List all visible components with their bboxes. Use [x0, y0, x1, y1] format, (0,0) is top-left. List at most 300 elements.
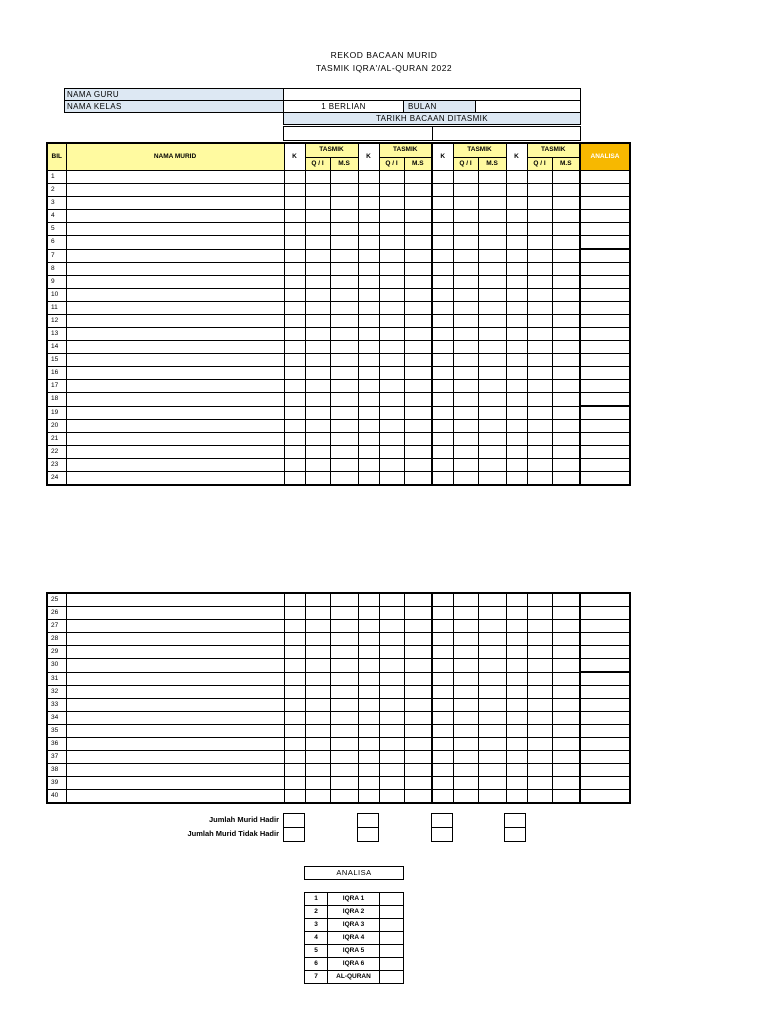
tasmik-cell[interactable]: [358, 777, 379, 790]
tasmik-cell[interactable]: [527, 380, 552, 393]
tasmik-cell[interactable]: [358, 738, 379, 751]
tasmik-cell[interactable]: [305, 672, 330, 686]
tasmik-cell[interactable]: [432, 738, 453, 751]
tasmik-cell[interactable]: [330, 184, 358, 197]
tasmik-cell[interactable]: [506, 712, 527, 725]
nama-murid-cell[interactable]: [66, 210, 284, 223]
tasmik-cell[interactable]: [506, 223, 527, 236]
tasmik-cell[interactable]: [527, 459, 552, 472]
tasmik-cell[interactable]: [284, 738, 305, 751]
tasmik-cell[interactable]: [379, 171, 404, 184]
tasmik-cell[interactable]: [432, 302, 453, 315]
tasmik-cell[interactable]: [358, 276, 379, 289]
tasmik-cell[interactable]: [404, 315, 432, 328]
tasmik-cell[interactable]: [552, 790, 580, 804]
tasmik-cell[interactable]: [506, 197, 527, 210]
nama-murid-cell[interactable]: [66, 672, 284, 686]
analisa-cell[interactable]: [580, 738, 630, 751]
tasmik-cell[interactable]: [379, 341, 404, 354]
tasmik-cell[interactable]: [305, 777, 330, 790]
analisa-cell[interactable]: [580, 236, 630, 250]
tasmik-cell[interactable]: [330, 406, 358, 420]
tasmik-cell[interactable]: [379, 184, 404, 197]
nama-murid-cell[interactable]: [66, 184, 284, 197]
tasmik-cell[interactable]: [432, 380, 453, 393]
tasmik-cell[interactable]: [330, 725, 358, 738]
tasmik-cell[interactable]: [358, 593, 379, 607]
tasmik-cell[interactable]: [305, 790, 330, 804]
tasmik-cell[interactable]: [453, 672, 478, 686]
tasmik-cell[interactable]: [358, 646, 379, 659]
tasmik-cell[interactable]: [379, 764, 404, 777]
nama-murid-cell[interactable]: [66, 790, 284, 804]
hadir-field-1[interactable]: [283, 813, 305, 828]
tasmik-cell[interactable]: [478, 249, 506, 263]
tasmik-cell[interactable]: [404, 302, 432, 315]
tasmik-cell[interactable]: [404, 341, 432, 354]
tasmik-cell[interactable]: [284, 790, 305, 804]
tasmik-cell[interactable]: [506, 738, 527, 751]
tasmik-cell[interactable]: [432, 790, 453, 804]
tasmik-cell[interactable]: [305, 197, 330, 210]
tasmik-cell[interactable]: [379, 672, 404, 686]
tasmik-cell[interactable]: [478, 672, 506, 686]
tasmik-cell[interactable]: [506, 328, 527, 341]
tasmik-cell[interactable]: [284, 328, 305, 341]
tasmik-cell[interactable]: [305, 393, 330, 407]
tasmik-cell[interactable]: [330, 197, 358, 210]
hadir-field-3[interactable]: [431, 813, 453, 828]
tasmik-cell[interactable]: [552, 184, 580, 197]
tasmik-cell[interactable]: [330, 302, 358, 315]
tasmik-cell[interactable]: [552, 686, 580, 699]
tasmik-cell[interactable]: [453, 328, 478, 341]
tasmik-cell[interactable]: [432, 725, 453, 738]
analisa-cell[interactable]: [580, 472, 630, 486]
tasmik-cell[interactable]: [284, 472, 305, 486]
analisa-cell[interactable]: [580, 751, 630, 764]
tasmik-cell[interactable]: [432, 171, 453, 184]
tasmik-cell[interactable]: [453, 620, 478, 633]
tasmik-cell[interactable]: [527, 725, 552, 738]
tasmik-cell[interactable]: [432, 184, 453, 197]
tasmik-cell[interactable]: [404, 328, 432, 341]
tarikh-field-1-2[interactable]: [283, 126, 433, 141]
analisa-cell[interactable]: [580, 302, 630, 315]
tasmik-cell[interactable]: [527, 184, 552, 197]
nama-guru-field[interactable]: [284, 89, 581, 101]
tasmik-cell[interactable]: [305, 686, 330, 699]
tasmik-cell[interactable]: [527, 593, 552, 607]
tasmik-cell[interactable]: [330, 633, 358, 646]
tasmik-cell[interactable]: [330, 236, 358, 250]
analisa-cell[interactable]: [580, 210, 630, 223]
tasmik-cell[interactable]: [527, 659, 552, 673]
tasmik-cell[interactable]: [358, 725, 379, 738]
tasmik-cell[interactable]: [284, 672, 305, 686]
tasmik-cell[interactable]: [506, 751, 527, 764]
tasmik-cell[interactable]: [358, 249, 379, 263]
tasmik-cell[interactable]: [404, 738, 432, 751]
tasmik-cell[interactable]: [330, 751, 358, 764]
tasmik-cell[interactable]: [284, 236, 305, 250]
tasmik-cell[interactable]: [506, 289, 527, 302]
tasmik-cell[interactable]: [284, 263, 305, 276]
tasmik-cell[interactable]: [552, 420, 580, 433]
tasmik-cell[interactable]: [358, 420, 379, 433]
tasmik-cell[interactable]: [478, 433, 506, 446]
tasmik-cell[interactable]: [404, 790, 432, 804]
tasmik-cell[interactable]: [432, 472, 453, 486]
tasmik-cell[interactable]: [453, 764, 478, 777]
tasmik-cell[interactable]: [379, 738, 404, 751]
analisa-cell[interactable]: [580, 341, 630, 354]
tasmik-cell[interactable]: [305, 263, 330, 276]
analisa-cell[interactable]: [580, 263, 630, 276]
tasmik-cell[interactable]: [284, 197, 305, 210]
tasmik-cell[interactable]: [284, 249, 305, 263]
tasmik-cell[interactable]: [552, 341, 580, 354]
tidak-hadir-field-1[interactable]: [283, 827, 305, 842]
tasmik-cell[interactable]: [453, 184, 478, 197]
hadir-field-2[interactable]: [357, 813, 379, 828]
tasmik-cell[interactable]: [379, 725, 404, 738]
nama-murid-cell[interactable]: [66, 459, 284, 472]
tasmik-cell[interactable]: [305, 712, 330, 725]
tasmik-cell[interactable]: [527, 197, 552, 210]
tasmik-cell[interactable]: [404, 289, 432, 302]
tasmik-cell[interactable]: [379, 223, 404, 236]
tasmik-cell[interactable]: [552, 328, 580, 341]
tasmik-cell[interactable]: [330, 790, 358, 804]
tasmik-cell[interactable]: [506, 472, 527, 486]
tasmik-cell[interactable]: [453, 686, 478, 699]
tasmik-cell[interactable]: [478, 393, 506, 407]
tasmik-cell[interactable]: [506, 276, 527, 289]
tasmik-cell[interactable]: [358, 380, 379, 393]
analisa-cell[interactable]: [580, 420, 630, 433]
tasmik-cell[interactable]: [527, 302, 552, 315]
nama-kelas-field[interactable]: 1 BERLIAN: [284, 101, 404, 113]
tasmik-cell[interactable]: [506, 393, 527, 407]
tasmik-cell[interactable]: [432, 620, 453, 633]
tasmik-cell[interactable]: [506, 633, 527, 646]
tasmik-cell[interactable]: [379, 249, 404, 263]
tasmik-cell[interactable]: [478, 289, 506, 302]
tasmik-cell[interactable]: [404, 263, 432, 276]
tasmik-cell[interactable]: [305, 764, 330, 777]
tasmik-cell[interactable]: [330, 171, 358, 184]
tasmik-cell[interactable]: [330, 459, 358, 472]
tasmik-cell[interactable]: [552, 197, 580, 210]
nama-murid-cell[interactable]: [66, 302, 284, 315]
tasmik-cell[interactable]: [305, 302, 330, 315]
tasmik-cell[interactable]: [284, 699, 305, 712]
tasmik-cell[interactable]: [330, 276, 358, 289]
nama-murid-cell[interactable]: [66, 607, 284, 620]
tasmik-cell[interactable]: [527, 315, 552, 328]
tasmik-cell[interactable]: [379, 380, 404, 393]
tasmik-cell[interactable]: [305, 380, 330, 393]
tasmik-cell[interactable]: [305, 420, 330, 433]
tasmik-cell[interactable]: [358, 263, 379, 276]
tasmik-cell[interactable]: [552, 223, 580, 236]
tasmik-cell[interactable]: [453, 712, 478, 725]
tasmik-cell[interactable]: [432, 646, 453, 659]
nama-murid-cell[interactable]: [66, 433, 284, 446]
analisa-cell[interactable]: [580, 433, 630, 446]
tasmik-cell[interactable]: [330, 712, 358, 725]
tasmik-cell[interactable]: [527, 393, 552, 407]
tasmik-cell[interactable]: [506, 302, 527, 315]
nama-murid-cell[interactable]: [66, 712, 284, 725]
tasmik-cell[interactable]: [453, 276, 478, 289]
tasmik-cell[interactable]: [305, 354, 330, 367]
tasmik-cell[interactable]: [506, 593, 527, 607]
tasmik-cell[interactable]: [478, 184, 506, 197]
tasmik-cell[interactable]: [330, 420, 358, 433]
tasmik-cell[interactable]: [506, 184, 527, 197]
analisa-cell[interactable]: [580, 289, 630, 302]
tasmik-cell[interactable]: [330, 699, 358, 712]
nama-murid-cell[interactable]: [66, 699, 284, 712]
tasmik-cell[interactable]: [358, 393, 379, 407]
tasmik-cell[interactable]: [527, 223, 552, 236]
tasmik-cell[interactable]: [506, 446, 527, 459]
tasmik-cell[interactable]: [305, 446, 330, 459]
tasmik-cell[interactable]: [330, 472, 358, 486]
tasmik-cell[interactable]: [453, 210, 478, 223]
analisa-cell[interactable]: [580, 633, 630, 646]
tasmik-cell[interactable]: [478, 367, 506, 380]
tasmik-cell[interactable]: [330, 289, 358, 302]
analisa-cell[interactable]: [580, 712, 630, 725]
tasmik-cell[interactable]: [506, 699, 527, 712]
tasmik-cell[interactable]: [330, 263, 358, 276]
tasmik-cell[interactable]: [305, 276, 330, 289]
tasmik-cell[interactable]: [379, 393, 404, 407]
tasmik-cell[interactable]: [432, 764, 453, 777]
tasmik-cell[interactable]: [358, 184, 379, 197]
analisa-cell[interactable]: [580, 184, 630, 197]
tasmik-cell[interactable]: [478, 699, 506, 712]
tasmik-cell[interactable]: [453, 433, 478, 446]
analisa-cell[interactable]: [580, 459, 630, 472]
tasmik-cell[interactable]: [330, 315, 358, 328]
tasmik-cell[interactable]: [478, 380, 506, 393]
nama-murid-cell[interactable]: [66, 249, 284, 263]
analisa-cell[interactable]: [580, 699, 630, 712]
tasmik-cell[interactable]: [527, 620, 552, 633]
analisa-cell[interactable]: [580, 367, 630, 380]
tasmik-cell[interactable]: [506, 354, 527, 367]
analisa-cell[interactable]: [580, 672, 630, 686]
tasmik-cell[interactable]: [453, 633, 478, 646]
tasmik-cell[interactable]: [305, 659, 330, 673]
tasmik-cell[interactable]: [453, 263, 478, 276]
tasmik-cell[interactable]: [284, 406, 305, 420]
tasmik-cell[interactable]: [284, 393, 305, 407]
analisa-cell[interactable]: [580, 764, 630, 777]
tasmik-cell[interactable]: [330, 393, 358, 407]
tasmik-cell[interactable]: [330, 223, 358, 236]
tasmik-cell[interactable]: [358, 210, 379, 223]
tasmik-cell[interactable]: [527, 276, 552, 289]
tasmik-cell[interactable]: [404, 236, 432, 250]
tasmik-cell[interactable]: [284, 751, 305, 764]
tasmik-cell[interactable]: [506, 646, 527, 659]
tasmik-cell[interactable]: [527, 249, 552, 263]
tasmik-cell[interactable]: [506, 171, 527, 184]
tasmik-cell[interactable]: [358, 459, 379, 472]
tasmik-cell[interactable]: [404, 210, 432, 223]
tasmik-cell[interactable]: [453, 751, 478, 764]
tasmik-cell[interactable]: [478, 633, 506, 646]
tasmik-cell[interactable]: [404, 171, 432, 184]
tasmik-cell[interactable]: [453, 406, 478, 420]
analisa-cell[interactable]: [580, 223, 630, 236]
tasmik-cell[interactable]: [379, 328, 404, 341]
tasmik-cell[interactable]: [552, 406, 580, 420]
tasmik-cell[interactable]: [478, 315, 506, 328]
tasmik-cell[interactable]: [305, 751, 330, 764]
tasmik-cell[interactable]: [552, 302, 580, 315]
analisa-cell[interactable]: [580, 380, 630, 393]
tasmik-cell[interactable]: [358, 472, 379, 486]
tasmik-cell[interactable]: [379, 593, 404, 607]
nama-murid-cell[interactable]: [66, 328, 284, 341]
tasmik-cell[interactable]: [506, 459, 527, 472]
tasmik-cell[interactable]: [527, 171, 552, 184]
nama-murid-cell[interactable]: [66, 367, 284, 380]
tasmik-cell[interactable]: [432, 249, 453, 263]
tasmik-cell[interactable]: [284, 315, 305, 328]
tasmik-cell[interactable]: [552, 393, 580, 407]
tasmik-cell[interactable]: [379, 433, 404, 446]
tasmik-cell[interactable]: [379, 777, 404, 790]
nama-murid-cell[interactable]: [66, 446, 284, 459]
tasmik-cell[interactable]: [552, 171, 580, 184]
tasmik-cell[interactable]: [305, 289, 330, 302]
nama-murid-cell[interactable]: [66, 646, 284, 659]
tasmik-cell[interactable]: [284, 171, 305, 184]
tasmik-cell[interactable]: [305, 646, 330, 659]
tasmik-cell[interactable]: [404, 686, 432, 699]
tasmik-cell[interactable]: [305, 620, 330, 633]
tasmik-cell[interactable]: [404, 459, 432, 472]
tasmik-cell[interactable]: [358, 751, 379, 764]
tasmik-cell[interactable]: [305, 699, 330, 712]
tasmik-cell[interactable]: [527, 406, 552, 420]
analisa-count-field[interactable]: [380, 893, 404, 906]
analisa-cell[interactable]: [580, 620, 630, 633]
tasmik-cell[interactable]: [552, 751, 580, 764]
tasmik-cell[interactable]: [284, 633, 305, 646]
tasmik-cell[interactable]: [478, 459, 506, 472]
tasmik-cell[interactable]: [478, 328, 506, 341]
tasmik-cell[interactable]: [453, 341, 478, 354]
tasmik-cell[interactable]: [506, 210, 527, 223]
tasmik-cell[interactable]: [379, 659, 404, 673]
tasmik-cell[interactable]: [330, 354, 358, 367]
tasmik-cell[interactable]: [453, 446, 478, 459]
tasmik-cell[interactable]: [305, 433, 330, 446]
tasmik-cell[interactable]: [284, 184, 305, 197]
tasmik-cell[interactable]: [552, 380, 580, 393]
tasmik-cell[interactable]: [432, 777, 453, 790]
tasmik-cell[interactable]: [284, 210, 305, 223]
tasmik-cell[interactable]: [284, 593, 305, 607]
analisa-cell[interactable]: [580, 276, 630, 289]
tasmik-cell[interactable]: [478, 197, 506, 210]
tasmik-cell[interactable]: [404, 472, 432, 486]
tasmik-cell[interactable]: [552, 446, 580, 459]
nama-murid-cell[interactable]: [66, 393, 284, 407]
tasmik-cell[interactable]: [330, 433, 358, 446]
tasmik-cell[interactable]: [453, 315, 478, 328]
tasmik-cell[interactable]: [330, 738, 358, 751]
tasmik-cell[interactable]: [305, 341, 330, 354]
tasmik-cell[interactable]: [404, 633, 432, 646]
tasmik-cell[interactable]: [432, 236, 453, 250]
tasmik-cell[interactable]: [404, 184, 432, 197]
tasmik-cell[interactable]: [478, 751, 506, 764]
tasmik-cell[interactable]: [358, 620, 379, 633]
tasmik-cell[interactable]: [432, 393, 453, 407]
analisa-cell[interactable]: [580, 171, 630, 184]
tasmik-cell[interactable]: [305, 633, 330, 646]
tasmik-cell[interactable]: [284, 446, 305, 459]
tasmik-cell[interactable]: [453, 777, 478, 790]
tasmik-cell[interactable]: [527, 686, 552, 699]
tasmik-cell[interactable]: [506, 790, 527, 804]
analisa-cell[interactable]: [580, 249, 630, 263]
tasmik-cell[interactable]: [432, 593, 453, 607]
tasmik-cell[interactable]: [404, 406, 432, 420]
tasmik-cell[interactable]: [305, 406, 330, 420]
tasmik-cell[interactable]: [506, 620, 527, 633]
tasmik-cell[interactable]: [358, 699, 379, 712]
tasmik-cell[interactable]: [305, 328, 330, 341]
tidak-hadir-field-3[interactable]: [431, 827, 453, 842]
tasmik-cell[interactable]: [432, 633, 453, 646]
tasmik-cell[interactable]: [284, 620, 305, 633]
tasmik-cell[interactable]: [358, 315, 379, 328]
tasmik-cell[interactable]: [506, 607, 527, 620]
tasmik-cell[interactable]: [478, 446, 506, 459]
tasmik-cell[interactable]: [284, 367, 305, 380]
tasmik-cell[interactable]: [305, 367, 330, 380]
tasmik-cell[interactable]: [404, 593, 432, 607]
tasmik-cell[interactable]: [453, 646, 478, 659]
tasmik-cell[interactable]: [552, 725, 580, 738]
tasmik-cell[interactable]: [330, 210, 358, 223]
tasmik-cell[interactable]: [527, 328, 552, 341]
tasmik-cell[interactable]: [453, 472, 478, 486]
tasmik-cell[interactable]: [284, 659, 305, 673]
tasmik-cell[interactable]: [305, 223, 330, 236]
tasmik-cell[interactable]: [478, 790, 506, 804]
analisa-cell[interactable]: [580, 593, 630, 607]
tasmik-cell[interactable]: [478, 712, 506, 725]
tasmik-cell[interactable]: [527, 607, 552, 620]
tasmik-cell[interactable]: [552, 276, 580, 289]
tasmik-cell[interactable]: [478, 659, 506, 673]
tasmik-cell[interactable]: [330, 446, 358, 459]
nama-murid-cell[interactable]: [66, 236, 284, 250]
tasmik-cell[interactable]: [478, 171, 506, 184]
tasmik-cell[interactable]: [552, 289, 580, 302]
